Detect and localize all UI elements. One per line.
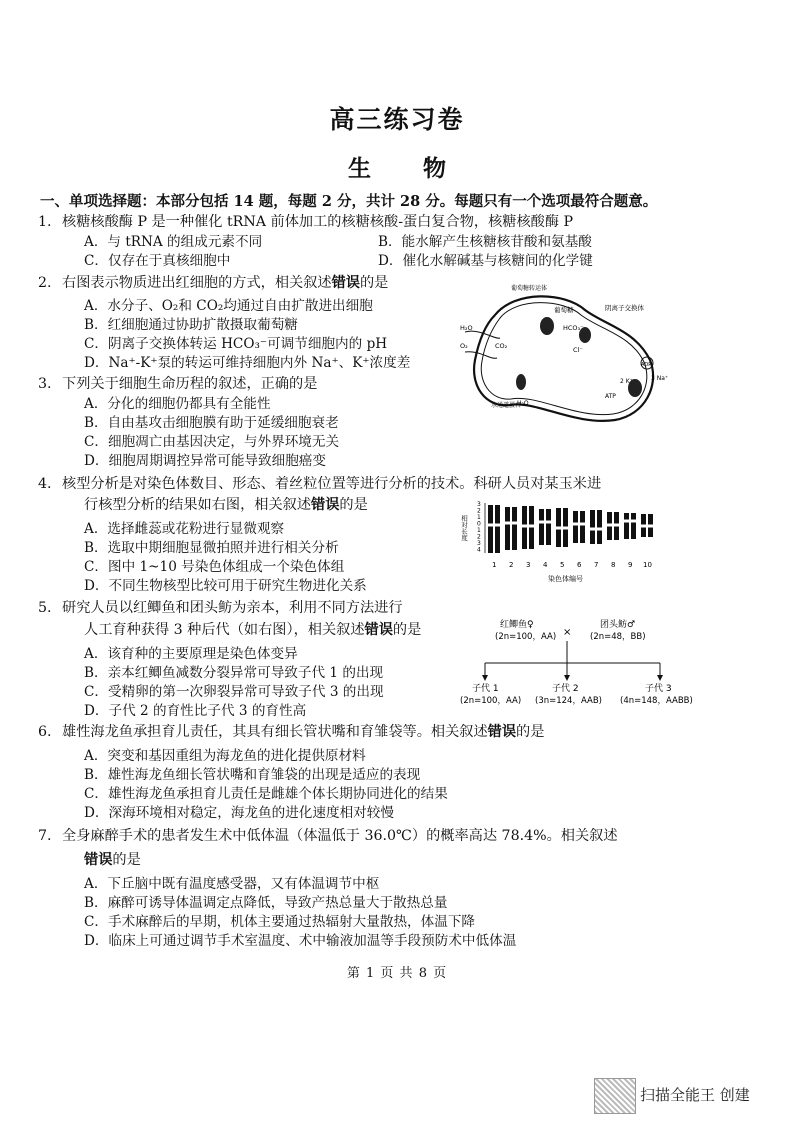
karyotype-xlabel: 染色体编号	[548, 575, 583, 583]
karyotype-ytick-label: 3	[477, 501, 481, 508]
chromosome-6-arm-long	[580, 526, 585, 544]
label-glucose: 葡萄糖	[554, 306, 574, 314]
chromosome-8-arm-short	[607, 512, 612, 524]
label-cl: Cl⁻	[573, 346, 583, 354]
label-h2o-bottom: H₂O	[517, 400, 529, 407]
offspring-3-genotype: (4n=148，AABB)	[620, 696, 693, 706]
label-adp: ADP	[641, 362, 652, 368]
q5-option-d: D．子代 2 的育性比子代 3 的育性高	[84, 703, 307, 719]
label-na: 3 Na⁺	[651, 375, 669, 382]
scanner-watermark	[594, 1078, 774, 1112]
q2-option-a: A．水分子、O₂和 CO₂均通过自由扩散进出细胞	[84, 298, 373, 314]
chromosome-10-arm-short	[641, 514, 646, 525]
chromosome-number-label: 6	[577, 561, 582, 569]
karyotype-ytick-label: 2	[477, 533, 481, 541]
q7-option-a: A．下丘脑中既有温度感受器，又有体温调节中枢	[84, 876, 380, 892]
q2-option-b: B．红细胞通过协助扩散摄取葡萄糖	[84, 317, 298, 333]
watermark-text: 扫描全能王 创建	[640, 1086, 750, 1104]
chromosome-9-arm-short	[624, 513, 629, 520]
parent-female-genotype: (2n=100，AA)	[495, 632, 557, 642]
q5-stem-line2: 人工育种获得 3 种后代（如右图），相关叙述错误的是	[84, 622, 422, 638]
page-footer: 第 1 页 共 8 页	[346, 966, 448, 981]
chromosome-9-arm-long	[624, 523, 629, 540]
chromosome-6-arm-long	[573, 526, 578, 544]
label-k: 2 K⁺	[620, 378, 633, 385]
q3-option-b: B．自由基攻击细胞膜有助于延缓细胞衰老	[84, 415, 339, 431]
q7-stem-line1: 全身麻醉手术的患者发生术中低体温（体温低于 36.0℃）的概率高达 78.4%。相关叙述	[62, 828, 618, 844]
parent-male-genotype: (2n=48，BB)	[590, 632, 646, 642]
qr-logo-icon	[594, 1078, 636, 1114]
q4-stem-line2: 行核型分析的结果如右图，相关叙述错误的是	[84, 497, 368, 513]
chromosome-6-arm-short	[573, 511, 578, 523]
subject-title: 生 物	[347, 155, 468, 182]
offspring-1: 子代 1	[472, 684, 499, 694]
karyotype-ytick-label: 2	[477, 507, 481, 515]
label-o2: O₂	[460, 342, 468, 350]
q4-option-b: B．选取中期细胞显微拍照并进行相关分析	[84, 540, 339, 556]
glucose-transporter-protein	[540, 317, 554, 335]
q5-option-b: B．亲本红鲫鱼减数分裂异常可导致子代 1 的出现	[84, 665, 384, 681]
q4-stem-line1: 核型分析是对染色体数目、形态、着丝粒位置等进行分析的技术。科研人员对某玉米进	[62, 476, 602, 492]
q1-option-a: A．与 tRNA 的组成元素不同	[84, 234, 263, 250]
karyotype-ytick-label: 3	[477, 540, 481, 547]
karyotype-ytick-label: 1	[477, 527, 481, 534]
chromosome-6-arm-short	[580, 511, 585, 523]
label-anion-exchanger: 阴离子交换体	[605, 304, 644, 312]
q3-option-a: A．分化的细胞仍都具有全能性	[84, 396, 271, 412]
chromosome-4-arm-long	[539, 524, 544, 546]
q6-number: 6.	[38, 724, 52, 740]
offspring-2-genotype: (3n=124，AAB)	[535, 696, 602, 706]
chromosome-10-arm-long	[648, 528, 653, 538]
karyotype-ytick-label: 4	[477, 546, 481, 554]
label-h2o-top: H₂O	[460, 324, 473, 332]
chromosome-2-arm-long	[512, 525, 517, 551]
chromosome-8-arm-long	[607, 527, 612, 541]
q2-number: 2.	[38, 275, 52, 291]
q3-option-c: C．细胞凋亡由基因决定，与外界环境无关	[84, 434, 340, 450]
chromosome-number-label: 4	[543, 561, 548, 569]
label-atp: ATP	[605, 393, 616, 400]
chromosome-1-arm-long	[495, 527, 500, 554]
chromosome-3-arm-long	[529, 528, 534, 550]
parent-male: 团头鲂♂	[600, 620, 636, 630]
q1-stem: 核糖核酸酶 P 是一种催化 tRNA 前体加工的核糖核酸-蛋白复合物，核糖核酸酶 P	[62, 214, 574, 230]
chromosome-number-label: 7	[594, 561, 599, 569]
q2-option-c: C．阴离子交换体转运 HCO₃⁻可调节细胞内的 pH	[84, 336, 388, 352]
q4-option-a: A．选择雌蕊或花粉进行显微观察	[84, 521, 285, 537]
breeding-cross-diagram	[460, 615, 710, 710]
chromosome-3-arm-short	[529, 506, 534, 525]
q4-number: 4.	[38, 476, 52, 492]
q1-option-d: D．催化水解碱基与核糖间的化学键	[378, 253, 593, 269]
label-co2: CO₂	[495, 342, 508, 350]
q7-number: 7.	[38, 828, 52, 844]
q6-option-c: C．雄性海龙鱼承担育儿责任是雌雄个体长期协同进化的结果	[84, 786, 448, 802]
chromosome-number-label: 10	[643, 561, 652, 569]
chromosome-number-label: 5	[560, 561, 565, 569]
q4-option-d: D．不同生物核型比较可用于研究生物进化关系	[84, 578, 367, 594]
chromosome-3-arm-long	[522, 528, 527, 550]
chromosome-5-arm-short	[563, 508, 568, 527]
q1-option-b: B．能水解产生核糖核苷酸和氨基酸	[378, 234, 592, 250]
chromosome-number-label: 8	[611, 561, 616, 569]
q7-option-c: C．手术麻醉后的早期，机体主要通过热辐射大量散热，体温下降	[84, 914, 476, 930]
q7-option-d: D．临床上可通过调节手术室温度、术中输液加温等手段预防术中低体温	[84, 933, 517, 949]
chromosome-9-arm-short	[631, 513, 636, 520]
chromosome-2-arm-short	[505, 507, 510, 522]
chromosome-4-arm-long	[546, 524, 551, 546]
section-heading: 一、单项选择题：本部分包括 14 题，每题 2 分，共计 28 分。每题只有一个选项最符合题意。	[40, 193, 658, 210]
q6-option-b: B．雄性海龙鱼细长管状嘴和育雏袋的出现是适应的表现	[84, 767, 421, 783]
q5-number: 5.	[38, 600, 52, 616]
q5-stem-line1: 研究人员以红鲫鱼和团头鲂为亲本，利用不同方法进行	[62, 600, 403, 616]
page-title: 高三练习卷	[329, 105, 465, 134]
q2-option-d: D．Na⁺-K⁺泵的转运可维持细胞内外 Na⁺、K⁺浓度差	[84, 355, 411, 371]
q1-option-c: C．仅存在于真核细胞中	[84, 253, 231, 269]
chromosome-number-label: 2	[509, 561, 514, 569]
label-glucose-transporter: 葡萄糖转运体	[511, 285, 548, 292]
q3-number: 3.	[38, 376, 52, 392]
q3-stem: 下列关于细胞生命历程的叙述，正确的是	[62, 376, 318, 392]
q3-option-d: D．细胞周期调控异常可能导致细胞癌变	[84, 453, 326, 469]
chromosome-number-label: 9	[628, 561, 633, 569]
chromosome-1-arm-long	[488, 527, 493, 554]
q1-number: 1.	[38, 214, 52, 230]
q6-option-a: A．突变和基因重组为海龙鱼的进化提供原材料	[84, 748, 366, 764]
chromosome-number-label: 1	[492, 561, 497, 569]
chromosome-7-arm-short	[590, 510, 595, 528]
chromosome-number-label: 3	[526, 561, 531, 569]
q4-option-c: C．图中 1~10 号染色体组成一个染色体组	[84, 559, 345, 575]
q6-option-d: D．深海环境相对稳定，海龙鱼的进化速度相对较慢	[84, 805, 394, 821]
chromosome-7-arm-long	[590, 531, 595, 545]
chromosome-1-arm-short	[488, 505, 493, 524]
offspring-1-genotype: (2n=100，AA)	[460, 696, 522, 706]
offspring-3: 子代 3	[645, 684, 672, 694]
cross-symbol: ×	[563, 627, 572, 638]
offspring-2: 子代 2	[552, 684, 579, 694]
chromosome-2-arm-short	[512, 507, 517, 522]
karyotype-figure	[460, 495, 670, 585]
chromosome-2-arm-long	[505, 525, 510, 551]
q7-stem-line2: 错误的是	[84, 852, 141, 868]
chromosome-8-arm-long	[614, 527, 619, 541]
rbc-transport-diagram	[455, 280, 680, 435]
chromosome-4-arm-short	[546, 509, 551, 521]
karyotype-ylabel: 相对长度	[460, 515, 468, 541]
chromosome-8-arm-short	[614, 512, 619, 524]
chromosome-5-arm-long	[563, 530, 568, 548]
label-hco3: HCO₃⁻	[563, 324, 584, 332]
q7-option-b: B．麻醉可诱导体温调定点降低，导致产热总量大于散热总量	[84, 895, 448, 911]
chromosome-3-arm-short	[522, 506, 527, 525]
chromosome-10-arm-short	[648, 514, 653, 525]
q2-stem: 右图表示物质进出红细胞的方式，相关叙述错误的是	[62, 275, 389, 291]
q5-option-c: C．受精卵的第一次卵裂异常可导致子代 3 的出现	[84, 684, 384, 700]
chromosome-9-arm-long	[631, 523, 636, 540]
chromosome-10-arm-long	[641, 528, 646, 538]
water-channel-protein	[516, 374, 526, 390]
chromosome-5-arm-long	[556, 530, 561, 548]
q6-stem: 雄性海龙鱼承担育儿责任，其具有细长管状嘴和育雏袋等。相关叙述错误的是	[62, 724, 545, 740]
chromosome-1-arm-short	[495, 505, 500, 524]
chromosome-4-arm-short	[539, 509, 544, 521]
parent-female: 红鲫鱼♀	[500, 620, 534, 630]
karyotype-ytick-label: 0	[477, 520, 481, 528]
chromosome-5-arm-short	[556, 508, 561, 527]
q5-option-a: A．该育种的主要原理是染色体变异	[84, 646, 298, 662]
karyotype-ytick-label: 1	[477, 514, 481, 521]
chromosome-7-arm-short	[597, 510, 602, 528]
chromosome-7-arm-long	[597, 531, 602, 545]
label-water-channel: 水通道蛋白	[491, 402, 522, 409]
